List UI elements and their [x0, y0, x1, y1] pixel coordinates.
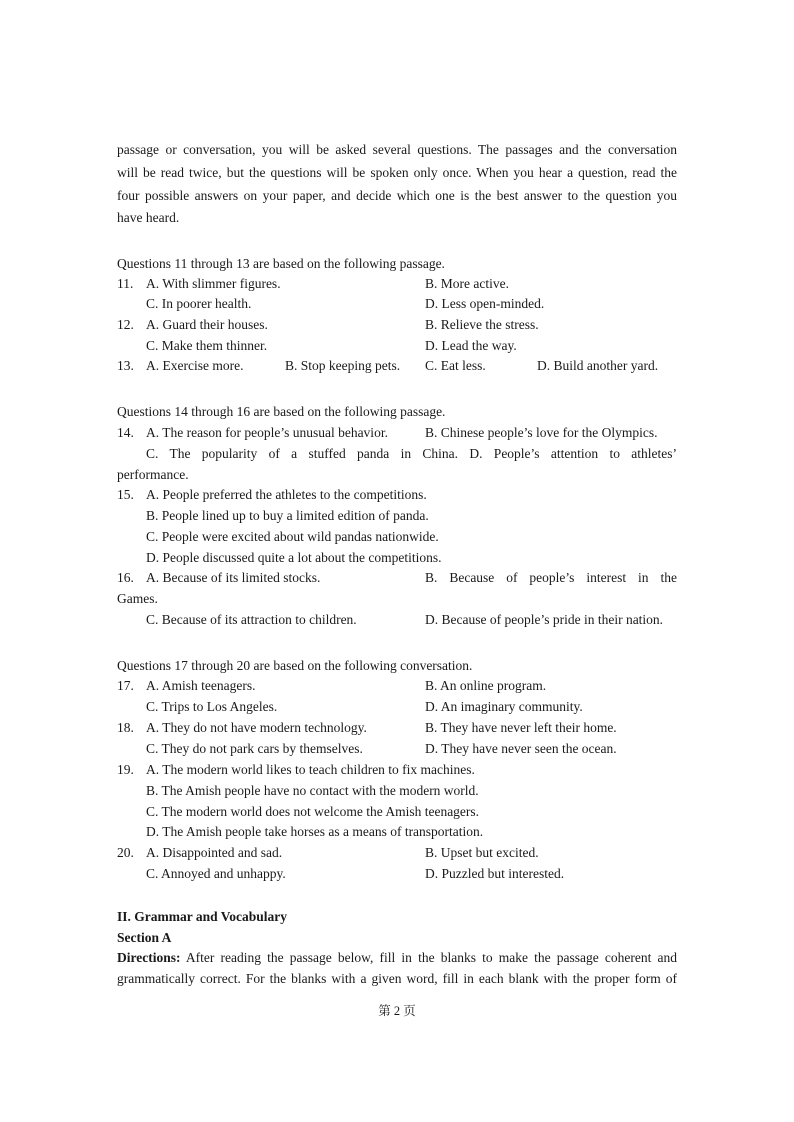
- directions-text-1: After reading the passage below, fill in the blanks to make the passage coherent and: [180, 950, 677, 965]
- q15-option-a: A. People preferred the athletes to the competitions.: [146, 487, 427, 502]
- q12-number: 12.: [117, 317, 134, 332]
- directions-line-2: grammatically correct. For the blanks with a given word, fill in each blank with the proper form of: [117, 971, 677, 986]
- q12-option-d: D. Lead the way.: [425, 338, 517, 353]
- intro-line-3: four possible answers on your paper, and decide which one is the best answer to the question you: [117, 188, 677, 203]
- q13-option-a: A. Exercise more.: [146, 358, 244, 373]
- q14-number: 14.: [117, 425, 134, 440]
- q16-option-a: A. Because of its limited stocks.: [146, 570, 321, 585]
- q15-option-c: C. People were excited about wild pandas nationwide.: [146, 529, 439, 544]
- q18-number: 18.: [117, 720, 134, 735]
- q12-option-b: B. Relieve the stress.: [425, 317, 539, 332]
- q17-number: 17.: [117, 678, 134, 693]
- q15-option-d: D. People discussed quite a lot about the competitions.: [146, 550, 442, 565]
- q20-number: 20.: [117, 845, 134, 860]
- q11-option-a: A. With slimmer figures.: [146, 276, 281, 291]
- q18-option-a: A. They do not have modern technology.: [146, 720, 367, 735]
- page-number-footer: 第 2 页: [378, 1004, 416, 1018]
- q19-option-c: C. The modern world does not welcome the Amish teenagers.: [146, 804, 480, 819]
- q14-option-c-d: C. The popularity of a stuffed panda in China. D. People’s attention to athletes’: [146, 446, 677, 461]
- q16-number: 16.: [117, 570, 134, 585]
- intro-line-2: will be read twice, but the questions will be spoken only once. When you hear a question, read the: [117, 165, 677, 180]
- q17-option-b: B. An online program.: [425, 678, 547, 693]
- q18-option-d: D. They have never seen the ocean.: [425, 741, 617, 756]
- directions-label: Directions:: [117, 950, 181, 965]
- q19-number: 19.: [117, 762, 134, 777]
- q17-option-d: D. An imaginary community.: [425, 699, 583, 714]
- q16-option-d: D. Because of people’s pride in their nation.: [425, 612, 664, 627]
- q16-option-c: C. Because of its attraction to children.: [146, 612, 357, 627]
- group3-heading: Questions 17 through 20 are based on the following conversation.: [117, 658, 473, 673]
- intro-line-4: have heard.: [117, 210, 180, 225]
- q20-option-a: A. Disappointed and sad.: [146, 845, 283, 860]
- q20-option-b: B. Upset but excited.: [425, 845, 539, 860]
- q14-option-b: B. Chinese people’s love for the Olympics.: [425, 425, 658, 440]
- q14-continuation: performance.: [117, 467, 189, 482]
- q14-option-a: A. The reason for people’s unusual behavior.: [146, 425, 388, 440]
- q13-option-b: B. Stop keeping pets.: [285, 358, 401, 373]
- q18-option-c: C. They do not park cars by themselves.: [146, 741, 363, 756]
- intro-line-1: passage or conversation, you will be asked several questions. The passages and the conversation: [117, 142, 677, 157]
- q20-option-c: C. Annoyed and unhappy.: [146, 866, 286, 881]
- q13-option-d: D. Build another yard.: [537, 358, 659, 373]
- q19-option-d: D. The Amish people take horses as a means of transportation.: [146, 824, 484, 839]
- q18-option-b: B. They have never left their home.: [425, 720, 617, 735]
- q19-option-b: B. The Amish people have no contact with the modern world.: [146, 783, 479, 798]
- q12-option-c: C. Make them thinner.: [146, 338, 268, 353]
- q15-number: 15.: [117, 487, 134, 502]
- q13-number: 13.: [117, 358, 134, 373]
- q15-option-b: B. People lined up to buy a limited edition of panda.: [146, 508, 429, 523]
- section-a-title: Section A: [117, 930, 172, 945]
- q17-option-a: A. Amish teenagers.: [146, 678, 256, 693]
- group1-heading: Questions 11 through 13 are based on the following passage.: [117, 256, 445, 271]
- directions-line-1: [117, 948, 677, 968]
- q20-option-d: D. Puzzled but interested.: [425, 866, 565, 881]
- q17-option-c: C. Trips to Los Angeles.: [146, 699, 278, 714]
- q11-option-b: B. More active.: [425, 276, 509, 291]
- part2-title: II. Grammar and Vocabulary: [117, 909, 288, 924]
- q19-option-a: A. The modern world likes to teach children to fix machines.: [146, 762, 475, 777]
- group2-heading: Questions 14 through 16 are based on the following passage.: [117, 404, 446, 419]
- q11-option-c: C. In poorer health.: [146, 296, 252, 311]
- q13-option-c: C. Eat less.: [425, 358, 486, 373]
- q12-option-a: A. Guard their houses.: [146, 317, 268, 332]
- q11-number: 11.: [117, 276, 134, 291]
- q16-continuation: Games.: [117, 591, 158, 606]
- q16-option-b: B. Because of people’s interest in the: [425, 570, 677, 585]
- q11-option-d: D. Less open-minded.: [425, 296, 545, 311]
